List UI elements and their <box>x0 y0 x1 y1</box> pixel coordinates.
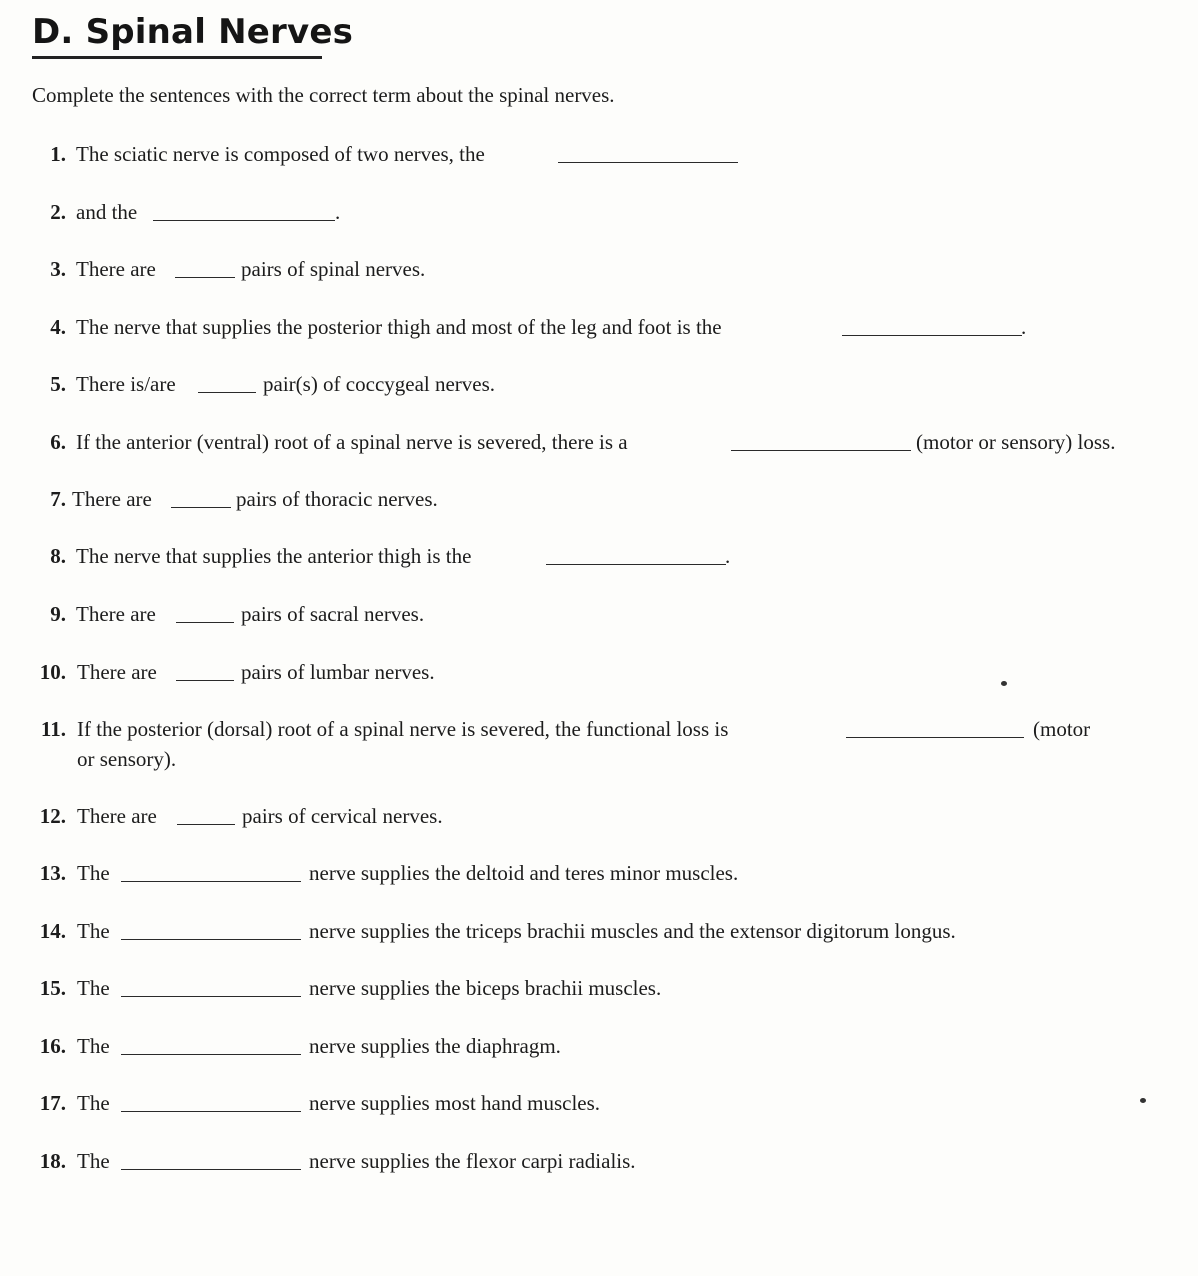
question-number: 5. <box>50 372 66 396</box>
question-text: The nerve that supplies the posterior thigh and most of the leg and foot is the <box>76 315 722 339</box>
question-number: 15. <box>39 976 66 1000</box>
question-text-end: nerve supplies the biceps brachii muscles. <box>309 976 662 1000</box>
question-number: 8. <box>50 544 66 568</box>
answer-blank[interactable] <box>546 564 726 565</box>
question-text-end: nerve supplies most hand muscles. <box>309 1091 601 1115</box>
question-text-end: pairs of thoracic nerves. <box>236 487 438 511</box>
question-text: There are <box>76 257 156 281</box>
answer-blank[interactable] <box>177 824 235 825</box>
question-text-end: pairs of cervical nerves. <box>242 804 443 828</box>
question-text-end: . <box>725 544 731 568</box>
question-number: 4. <box>50 315 66 339</box>
scan-speck <box>1001 681 1007 686</box>
question-number: 13. <box>39 861 66 885</box>
question-11 <box>0 714 1198 776</box>
question-number: 6. <box>50 430 66 454</box>
answer-blank[interactable] <box>558 162 738 163</box>
question-number: 10. <box>39 660 66 684</box>
question-text-end: nerve supplies the flexor carpi radialis. <box>309 1149 636 1173</box>
question-number: 2. <box>50 200 66 224</box>
answer-blank[interactable] <box>198 392 256 393</box>
question-number: 7. <box>50 487 66 511</box>
answer-blank[interactable] <box>176 680 234 681</box>
question-text: There are <box>77 660 157 684</box>
answer-blank[interactable] <box>121 1111 301 1112</box>
question-text: The <box>77 861 110 885</box>
question-text: There are <box>76 602 156 626</box>
answer-blank[interactable] <box>846 737 1024 738</box>
answer-blank[interactable] <box>121 881 301 882</box>
question-text: The <box>77 976 110 1000</box>
answer-blank[interactable] <box>175 277 235 278</box>
question-text-end: nerve supplies the triceps brachii muscles and the extensor digitorum longus. <box>309 919 956 943</box>
question-text-end: (motor or sensory) loss. <box>916 430 1116 454</box>
answer-blank[interactable] <box>121 939 301 940</box>
question-text: The nerve that supplies the anterior thigh is the <box>76 544 472 568</box>
question-text-end: pair(s) of coccygeal nerves. <box>263 372 496 396</box>
answer-blank[interactable] <box>121 1169 301 1170</box>
answer-blank[interactable] <box>153 220 335 221</box>
question-text-end: nerve supplies the diaphragm. <box>309 1034 561 1058</box>
question-text-end: . <box>1021 315 1027 339</box>
question-number: 18. <box>39 1149 66 1173</box>
question-text: There is/are <box>76 372 176 396</box>
answer-blank[interactable] <box>842 335 1022 336</box>
question-number: 3. <box>50 257 66 281</box>
answer-blank[interactable] <box>731 450 911 451</box>
question-text: The <box>77 919 110 943</box>
instructions: Complete the sentences with the correct term about the spinal nerves. <box>32 83 615 107</box>
question-text: If the anterior (ventral) root of a spinal nerve is severed, there is a <box>76 430 628 454</box>
answer-blank[interactable] <box>121 1054 301 1055</box>
question-text: and the <box>76 200 138 224</box>
question-text: There are <box>77 804 157 828</box>
question-text-end: nerve supplies the deltoid and teres minor muscles. <box>309 861 739 885</box>
question-text: The <box>77 1091 110 1115</box>
answer-blank[interactable] <box>176 622 234 623</box>
question-text-end: (motor <box>1033 717 1091 741</box>
question-number: 1. <box>50 142 66 166</box>
answer-blank[interactable] <box>171 507 231 508</box>
question-text: There are <box>72 487 152 511</box>
question-text-end: pairs of lumbar nerves. <box>241 660 435 684</box>
question-text-end: . <box>335 200 341 224</box>
question-text-end: pairs of sacral nerves. <box>241 602 425 626</box>
question-number: 9. <box>50 602 66 626</box>
question-text: The <box>77 1149 110 1173</box>
answer-blank[interactable] <box>121 996 301 997</box>
question-text: If the posterior (dorsal) root of a spinal nerve is severed, the functional loss is <box>77 717 729 741</box>
question-number: 12. <box>39 804 66 828</box>
question-text: The sciatic nerve is composed of two nerves, the <box>76 142 485 166</box>
question-text: The <box>77 1034 110 1058</box>
scan-speck <box>1140 1098 1146 1103</box>
question-number: 11. <box>40 717 66 741</box>
title-underline <box>32 56 322 59</box>
question-number: 17. <box>39 1091 66 1115</box>
question-text-continued: or sensory). <box>77 747 177 771</box>
question-number: 16. <box>39 1034 66 1058</box>
section-title: D. Spinal Nerves <box>32 12 354 52</box>
question-text-end: pairs of spinal nerves. <box>241 257 426 281</box>
question-number: 14. <box>39 919 66 943</box>
